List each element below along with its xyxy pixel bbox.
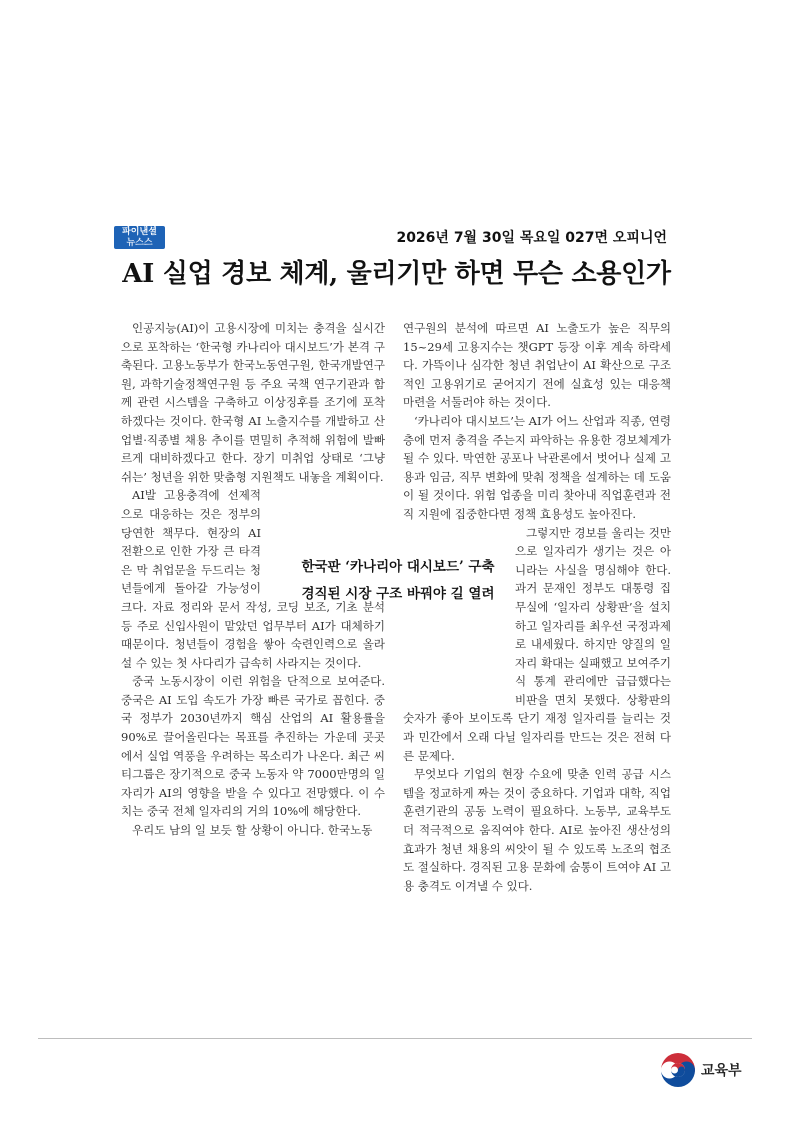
taegeuk-emblem-icon	[660, 1052, 696, 1088]
logo-line-1: 파이낸셜	[122, 227, 157, 237]
ministry-name: 교육부	[701, 1063, 742, 1079]
newspaper-logo	[114, 226, 165, 249]
subheadline-line-1: 한국판 ‘카나리아 대시보드’ 구축	[301, 559, 495, 575]
body-paragraph: ‘카나리아 대시보드’는 AI가 어느 산업과 직종, 연령층에 먼저 충격을 주는지 파악하는 유용한 경보체계가 될 수 있다. 막연한 공포나 낙관론에서 벗어나 실제 고용과 임금, 직무 변화에 맞춰 정책을 설계하는 데 도움이 될 것이다. 위험 업종을 미리 찾아내 직업훈련과 전직 지원에 집중한다면 정책 효용성도 높아진다.	[403, 413, 671, 521]
subheadline-line-2: 경직된 시장 구조 바꿔야 길 열려	[301, 586, 495, 602]
body-paragraph: 그렇지만 경보를 울리는 것만으로 일자리가 생기는 것은 아니라는 사실을 명심해야 한다. 과거 문재인 정부도 대통령 집무실에 ‘일자리 상황판’을 설치하고 일자리를 최우선 국정과제로 내세웠다. 하지만 양질의 일자리 확대는 실패했고 보여주기식 통계 관리에만 급급했다는 비판을 면치 못했다. 상황판의 숫자가 좋아 보이도록 단기 재정 일자리를 늘리는 것과 민간에서 오래 다닐 일자리를 만드는 것은 전혀 다른 문제다.	[403, 525, 671, 763]
footer-divider	[38, 1038, 752, 1039]
dateline: 2026년 7월 30일 목요일 027면 오피니언	[396, 230, 667, 246]
body-paragraph: 인공지능(AI)이 고용시장에 미치는 충격을 실시간으로 포착하는 ‘한국형 카나리아 대시보드’가 본격 구축된다. 고용노동부가 한국노동연구원, 한국개발연구원, 과학기술정책연구원 등 주요 국책 연구기관과 함께 관련 시스템을 구축하고 이상징후를 조기에 포착하겠다는 것이다. 한국형 AI 노출지수를 개발하고 산업별·직종별 채용 추이를 면밀히 추적해 위험에 발빠르게 대비하겠다고 한다. 장기 미취업 상태로 ‘그냥 쉬는’ 청년을 위한 맞춤형 지원책도 내놓을 계획이다.	[121, 321, 385, 484]
body-paragraph: AI발 고용충격에 선제적으로 대응하는 것은 정부의 당연한 책무다. 현장의 AI 전환으로 인한 가장 큰 타격은 막 취업문을 두드리는 청년들에게 돌아갈 가능성이 크다. 자료 정리와 문서 작성, 코딩 보조, 기초 분석 등 주로 신입사원이 맡았던 업무부터 AI가 대체하기 때문이다. 청년들이 경험을 쌓아 숙련인력으로 올라설 수 있는 첫 사다리가 급속히 사라지는 것이다.	[121, 488, 385, 670]
subheadline-space	[403, 524, 515, 694]
body-paragraph: 연구원의 분석에 따르면 AI 노출도가 높은 직무의 15~29세 고용지수는 챗GPT 등장 이후 계속 하락세다. 가뜩이나 심각한 청년 취업난이 AI 확산으로 구조적인 고용위기로 굳어지기 전에 실효성 있는 대응책 마련을 서둘러야 하는 것이다.	[403, 321, 671, 410]
article-headline: AI 실업 경보 체계, 울리기만 하면 무슨 소용인가	[122, 259, 671, 289]
body-paragraph: 무엇보다 기업의 현장 수요에 맞춘 인력 공급 시스템을 정교하게 짜는 것이 중요하다. 기업과 대학, 직업훈련기관의 공동 노력이 필요하다. 노동부, 교육부도 더 적극적으로 움직여야 한다. AI로 높아진 생산성의 효과가 청년 채용의 씨앗이 될 수 있도록 노조의 협조도 절실하다. 경직된 고용 문화에 숨통이 트여야 AI 고용 충격도 이겨낼 수 있다.	[403, 767, 671, 893]
logo-line-2: 뉴스스	[126, 237, 153, 248]
article-subheadline	[278, 554, 518, 608]
body-paragraph: 중국 노동시장이 이런 위험을 단적으로 보여준다. 중국은 AI 도입 속도가 가장 빠른 국가로 꼽힌다. 중국 정부가 2030년까지 핵심 산업의 AI 활용률을 90%로 끌어올린다는 목표를 추진하는 가운데 곳곳에서 실업 역풍을 우려하는 목소리가 나온다. 최근 씨티그룹은 장기적으로 중국 노동자 약 7000만명의 일자리가 AI의 영향을 받을 수 있다고 전망했다. 이 수치는 중국 전체 일자리의 거의 10%에 해당한다.	[121, 674, 385, 819]
body-paragraph: 우리도 남의 일 보듯 할 상황이 아니다. 한국노동	[132, 823, 373, 838]
